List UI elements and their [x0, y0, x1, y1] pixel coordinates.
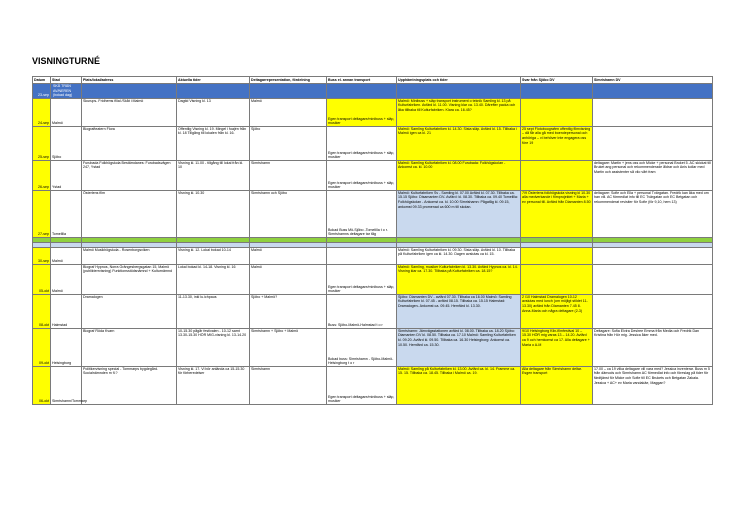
- cell-sjobo: [521, 160, 593, 190]
- cell-plats: Dramalogen: [82, 294, 177, 328]
- cell-plats: Biograf Röda Kvarn: [82, 328, 177, 366]
- table-row: [33, 247, 713, 264]
- column-header: Upphämtningsplats och tider: [397, 77, 521, 84]
- cell-upphamt: Malmö: Samling på Kulturfabriken kl. 13.00. Avfärd ca. kl. 14. Framme ca. 15. 15. Tillbaka ca. 18.45. Tillbaka i Malmö ca. 19.: [397, 366, 521, 404]
- cell-date: 30-sep: [33, 247, 51, 264]
- cell-buss: Egen transport deltagare/minibuss + släp, musiker: [327, 98, 397, 126]
- cell-sjobo: 25 sept Flotoboografen offentlig filmvisning – då får alla gå med boendepersonal och anhöriga – vi behöver inte engagera oss före 19: [521, 126, 593, 160]
- cell-buss: [327, 84, 397, 99]
- cell-simris: [593, 294, 713, 328]
- cell-upphamt: Malmö: Kulturfabriken Sv - Samling kl. 07.00 Avfärd kl. 07.30. Tillbaka ca. 15.15 Sjöbo: Disamanten DV- Avfärd: kl. 08.30. Tillbaka ca. 09.40 Tomelilla: Folkhögskolan - Ankomst ca. kl. 10.00 Simrishamn: Pågatåg kl. 09.15, ankomst 09.33 promenad ca 600 m till skolan.: [397, 190, 521, 237]
- cell-stad: Malmö: [51, 247, 82, 264]
- cell-buss: Egen transport deltagare/minibuss + släp, musiker: [327, 366, 397, 404]
- cell-plats: Österlens film: [82, 190, 177, 237]
- cell-date: 23-sep: [33, 84, 51, 99]
- header-row: [33, 77, 713, 84]
- cell-plats: Skurups- Fridhems filial /Skåt i Malmö: [82, 98, 177, 126]
- cell-deltagare: Simrishamn: [250, 160, 327, 190]
- cell-deltagare: Malmö: [250, 264, 327, 294]
- cell-deltagare: Simrishamn och Sjöbo: [250, 190, 327, 237]
- cell-upphamt: [397, 84, 521, 99]
- cell-deltagare: Simrishamn + Sjöbo + Malmö: [250, 328, 327, 366]
- column-header: Svar från Sjöbo DV: [521, 77, 593, 84]
- cell-buss: Egen transport deltagare/minibuss + släp, musiker: [327, 160, 397, 190]
- cell-tider: Visning kl. 10.30: [177, 190, 250, 237]
- cell-buss: Egen transport deltagare/minibuss + släp, musiker: [327, 264, 397, 294]
- cell-upphamt: Malmö: Minibuss + släp transport instrument o teknik Samling kl. 13 på Kulturfabriken. Avfärd kl. 11.00. Visning klar ca. 13.40. Därefter packa och åka tillbaka till Kulturfabriken. Klara ca. 16.45?: [397, 98, 521, 126]
- table-row: [33, 294, 713, 328]
- table-row: [33, 328, 713, 366]
- column-header: Buss el. annan transport: [327, 77, 397, 84]
- cell-simris: [593, 98, 713, 126]
- cell-stad: Malmö: [51, 264, 82, 294]
- cell-tider: Lokal bokad kl. 14-18. Visning kl. 16: [177, 264, 250, 294]
- cell-upphamt: Sjöbo: Diamanten DV - avfärd 07.30. Tillbaka ca 16.00 Malmö: Samling Kulturfabriken kl. 07.45 - avfärd 08.15. Tillbaka ca. 15.15 Halmstad: Dramalogen- Ankomst ca. 09.45. Hemfärd kl. 13.30.: [397, 294, 521, 328]
- cell-sjobo: 9/10 Helsingborg Kiln-filmfestival 10 – 15.30 HÖR mig varas 13 – 14.20. Avfärd ca 9 och hemkomst ca 17. Alla deltagare + Maria o A-M: [521, 328, 593, 366]
- cell-sjobo: [521, 264, 593, 294]
- cell-tider: Offentlig Visning kl. 19. Mingel i foajén från kl. 18 Tillgång till lokalen från kl. 16.: [177, 126, 250, 160]
- cell-tider: [177, 84, 250, 99]
- cell-tider: Dagtid Visning kl. 13: [177, 98, 250, 126]
- cell-stad: Helsingborg: [51, 328, 82, 366]
- page-title: VISNINGTURNÉ: [32, 56, 101, 66]
- cell-simris: deltagare: Sofie och Ella + personal Tvärgatan. Fredrik kan åka med om han vill. AC förmedlat info till EC Tvärgatan och EC Betgatan och rekommenderat revisiter för Sofie (för 9,10, hem 13): [593, 190, 713, 237]
- cell-stad: Sjöbo: [51, 126, 82, 160]
- cell-deltagare: Malmö: [250, 247, 327, 264]
- column-header: Deltagarrepresentation, fördelning: [250, 77, 327, 84]
- cell-date: 26-sep: [33, 160, 51, 190]
- table-row: [33, 84, 713, 99]
- cell-tider: 10-15.30 pågår festivalen - 10-12 samt 13.30-15.30 HÖR MIG-visning kl. 13-14.20: [177, 328, 250, 366]
- cell-tider: 11-13.30, inkl lu.ichpaus: [177, 294, 250, 328]
- table-row: [33, 160, 713, 190]
- tour-schedule-table: [32, 76, 713, 405]
- cell-simris: [593, 84, 713, 99]
- cell-buss: Egen transport deltagare/minibuss + släp, musiker: [327, 126, 397, 160]
- cell-buss: [327, 247, 397, 264]
- column-header: Plats/lokal/adress: [82, 77, 177, 84]
- cell-stad: Tomelilla: [51, 190, 82, 237]
- cell-sjobo: [521, 98, 593, 126]
- cell-stad: Malmö: [51, 98, 82, 126]
- cell-upphamt: Malmö: Samling Kulturfabriken kl. 08.00 Furubada: Folkhögskolan - Ankomst ca. kl. 10.00: [397, 160, 521, 190]
- cell-tider: Visning kl. 11.00 - tillgång till lokal från kl. 10: [177, 160, 250, 190]
- column-header: Datum: [33, 77, 51, 84]
- cell-stad: Halmstad: [51, 294, 82, 328]
- cell-upphamt: Malmö: Samling Kulturfabriken kl. 14.30. Sista släp. Avfärd kl. 15. Tillbaka i Malmö igen ca kl. 21: [397, 126, 521, 160]
- cell-stad: Simrishamn/Tommarp: [51, 366, 82, 404]
- cell-simris: Deltagare: Sofia Elvira Desiree Emma från Media och Fredrik Dan Kristina från Hör mig. Jessica åker med.: [593, 328, 713, 366]
- column-header: Aktuella tider: [177, 77, 250, 84]
- cell-tider: Visning kl. 12. Lokal bokad 10-14: [177, 247, 250, 264]
- cell-buss: Buss: Sjöbo-Malmö-Halmstad t o r: [327, 294, 397, 328]
- cell-upphamt: Simrishamn: Järnvägsstationen avfärd kl. 08.00. Tillbaka ca. 18.20 Sjöbo: Diamanten DV kl. 08.50. Tillbaka ca. 17.10 Malmö: Samling Kulturfabriken kl. 09.20. Avfärd kl. 09.50. Tillbaka ca. 16.30 Helsingborg: Ankomst ca. 10.50. Hemfärd ca. 15.30.: [397, 328, 521, 366]
- cell-upphamt: Malmö: Samling Kulturfabriken kl. 09.30. Sista släp. Avfärd kl. 10. Tillbaka på Kulturfabriken igen ca kl. 14.30. Dagen avslutas ca kl. 15.: [397, 247, 521, 264]
- cell-sjobo: [521, 84, 593, 99]
- cell-deltagare: [250, 84, 327, 99]
- cell-plats: Furubada Folkhögskola Bestämdanes: Furubadsvägen 247, Ystad: [82, 160, 177, 190]
- cell-deltagare: Simrishamn: [250, 366, 327, 404]
- cell-date: 09-okt: [33, 328, 51, 366]
- cell-sjobo: [521, 247, 593, 264]
- cell-stad: Ystad: [51, 160, 82, 190]
- cell-plats: Biografteatern Flora: [82, 126, 177, 160]
- cell-plats: Malmö Musikhögskola - Rosenborgsviken: [82, 247, 177, 264]
- cell-date: 25-sep: [33, 126, 51, 160]
- cell-simris: [593, 247, 713, 264]
- table-row: [33, 366, 713, 404]
- cell-date: 24-sep: [33, 98, 51, 126]
- cell-deltagare: Sjöbo: [250, 126, 327, 160]
- cell-date: 05-okt: [33, 264, 51, 294]
- cell-buss: Bokad buss: Simrishamn - Sjöbo-Malmö-Helsingborg t o r: [327, 328, 397, 366]
- cell-simris: deltagare: Martin + jens oss och Micke + personal Bruket 5. AC skickat till Bruket ang personal och rekommenderade åldrar och Anis kollar med Martin och assistenter så vilo vårt fram: [593, 160, 713, 190]
- cell-simris: [593, 264, 713, 294]
- table-row: [33, 264, 713, 294]
- cell-tider: Visning kl. 17. Vi bör anlända ca 15-15.30 för förberedelser: [177, 366, 250, 404]
- column-header: Simrishamn DV: [593, 77, 713, 84]
- table-body: [33, 84, 713, 405]
- cell-plats: Politikervisning special - Tommarps bygdegård. Socialnämnden m fl.?: [82, 366, 177, 404]
- table-row: [33, 98, 713, 126]
- cell-date: 27-sep: [33, 190, 51, 237]
- cell-date: 06-okt: [33, 366, 51, 404]
- cell-deltagare: Sjöbo + Malmö?: [250, 294, 327, 328]
- cell-sjobo: Alla deltagare från Simrishamn deltar. Esgen transport: [521, 366, 593, 404]
- cell-stad: SKÅ TRÄN AV/NEREN (bokad dag): [51, 84, 82, 99]
- cell-upphamt: Malmö: Samling, musiker Kulturfabriken kl. 13.30. Avfärd Hypnos ca. kl. 14. Visning klar ca. 17.30. Tillbaka på Kulturfabriken ca. 18.15?: [397, 264, 521, 294]
- cell-simris: [593, 126, 713, 160]
- cell-sjobo: 7/9 Österlens folkhögskola visning kl 10.30 alla medverkande i filmprojektet + Maria + ev personal till. Avfärd från Diamanten 8.50: [521, 190, 593, 237]
- cell-sjobo: 2 /10 Halmstad Dramalogen 10-12 avslutas med lunch (om möjligt stildet 11-13.30) avfärd från Diamanten 7.45 8. Anna-Maria och några deltagare (2-3): [521, 294, 593, 328]
- cell-plats: [82, 84, 177, 99]
- table-row: [33, 126, 713, 160]
- cell-plats: Biograf Hypnos, Norra Grängesbergsgatan 15, Malmö (publikterrvisning) Funktionsstödsnämnd + Kulturnämnd: [82, 264, 177, 294]
- cell-date: 08-okt: [33, 294, 51, 328]
- table-row: [33, 190, 713, 237]
- cell-simris: 17.00 – ca 19 vilka deltagare vill vara med? Jessica inventerar. Buss m 5 från därnods och Simrishamn AC förmedlat info och föreslag på tider för färdtjänst för Micke och Sofie till EC Brukets och Betgatan Zakaia. Jessica + AC+ ev Maria vandakäe, Maggan?: [593, 366, 713, 404]
- cell-deltagare: Malmö: [250, 98, 327, 126]
- column-header: Stad: [51, 77, 82, 84]
- cell-buss: Bokad Buss Mö-Sjöbo -Tomelilla t o r. Simrishamns deltagare tar tåg: [327, 190, 397, 237]
